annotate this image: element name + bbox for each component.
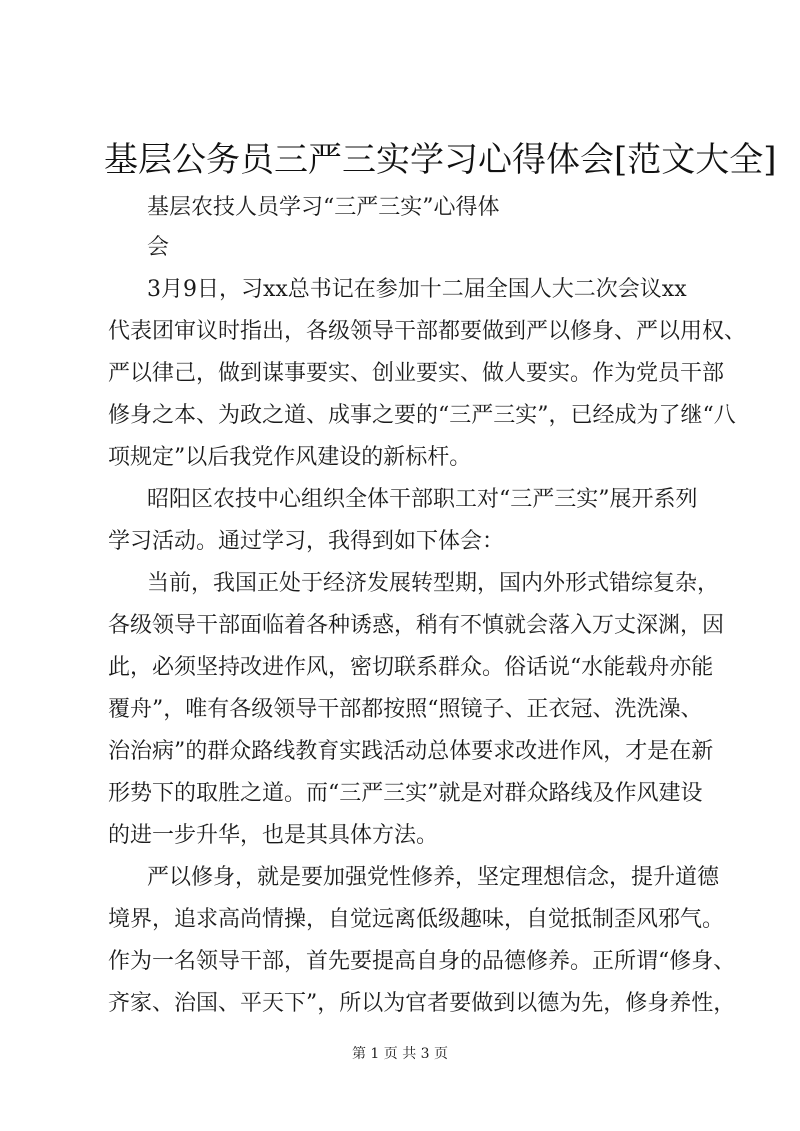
body-line: 3月9日，习xx总书记在参加十二届全国人大二次会议xx: [147, 277, 687, 302]
body-line: 覆舟”，唯有各级领导干部都按照“照镜子、正衣冠、洗洗澡、: [108, 697, 703, 722]
body-line: 严以修身，就是要加强党性修养，坚定理想信念，提升道德: [147, 865, 720, 890]
body-line: 修身之本、为政之道、成事之要的“三严三实”，已经成为了继“八: [108, 403, 736, 428]
body-line: 会: [147, 235, 170, 260]
body-line: 严以律己，做到谋事要实、创业要实、做人要实。作为党员干部: [108, 361, 725, 386]
body-line: 当前，我国正处于经济发展转型期，国内外形式错综复杂，: [147, 571, 720, 596]
body-line: 项规定”以后我党作风建设的新标杆。: [108, 445, 472, 470]
body-line: 治治病”的群众路线教育实践活动总体要求改进作风，才是在新: [108, 739, 714, 764]
body-line: 昭阳区农技中心组织全体干部职工对“三严三实”展开系列: [147, 487, 698, 512]
body-line: 基层农技人员学习“三严三实”心得体: [147, 195, 500, 220]
body-line: 齐家、治国、平天下”，所以为官者要做到以德为先，修身养性，: [108, 991, 736, 1016]
body-line: 境界，追求高尚情操，自觉远离低级趣味，自觉抵制歪风邪气。: [108, 907, 725, 932]
body-line: 各级领导干部面临着各种诱惑，稍有不慎就会落入万丈深渊，因: [108, 613, 725, 638]
document-title: 基层公务员三严三实学习心得体会[范文大全]: [104, 140, 777, 180]
page-number-footer: 第 1 页 共 3 页: [351, 1046, 449, 1062]
body-line: 形势下的取胜之道。而“三严三实”就是对群众路线及作风建设: [108, 781, 703, 806]
body-line: 此，必须坚持改进作风，密切联系群众。俗话说“水能载舟亦能: [108, 655, 714, 680]
body-line: 的进一步升华，也是其具体方法。: [108, 823, 439, 848]
body-line: 学习活动。通过学习，我得到如下体会：: [108, 529, 505, 554]
body-line: 代表团审议时指出，各级领导干部都要做到严以修身、严以用权、: [108, 319, 747, 344]
body-line: 作为一名领导干部，首先要提高自身的品德修养。正所谓“修身、: [108, 949, 736, 974]
